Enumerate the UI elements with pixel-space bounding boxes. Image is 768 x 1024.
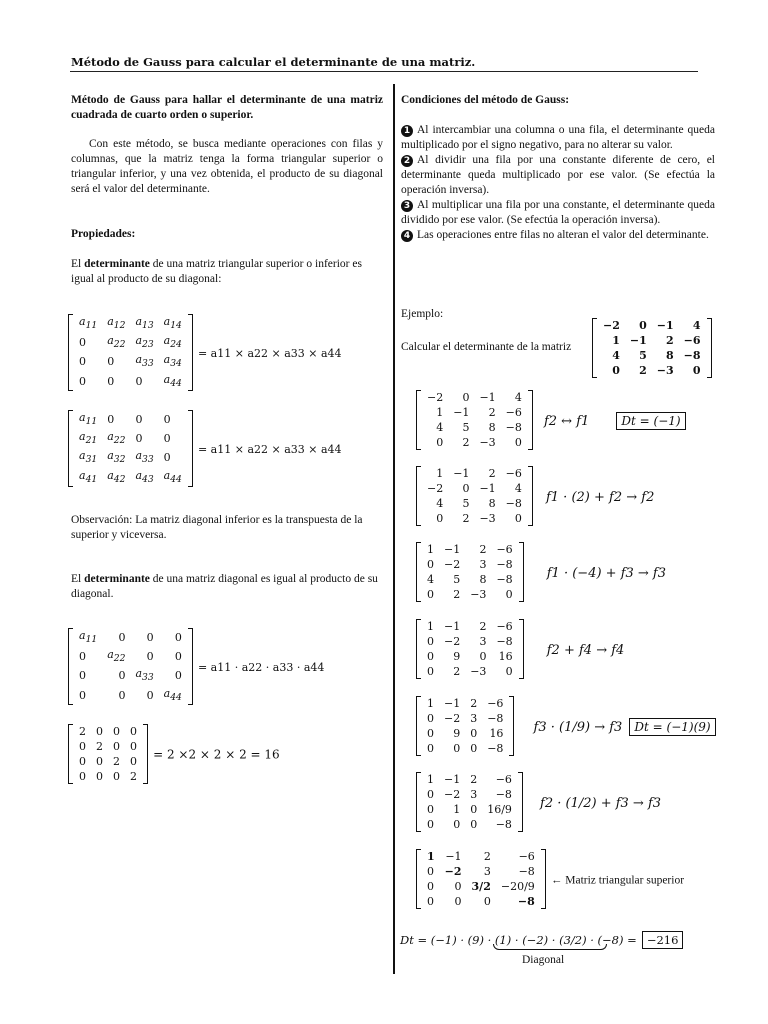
condition-2: 2 Al dividir una fila por una constante diferente de cero, el determinante queda multiplicado por ese valor. (Se efectúa la operación inversa). [401,154,715,196]
p2-post: de una matriz diagonal es igual al producto de su diagonal. [71,573,378,600]
step-2-op: f1 · (2) + f2 → f2 [545,489,655,505]
step-5-matrix: 1 −1 2 −6 0 −2 3 −8 0 9 0 16 0 0 0 −8 [416,696,514,756]
step-4-matrix: 1 −1 2 −6 0 −2 3 −8 0 9 0 16 0 2 −3 0 [416,619,524,679]
p2-pre: El [71,573,85,585]
page-title: Método de Gauss para calcular el determinante de una matriz. [71,55,476,69]
step-5 [416,696,716,756]
diagonal-eq-text: = a11 · a22 · a33 · a44 [197,660,325,674]
step-4 [416,619,624,679]
step-3-matrix: 1 −1 2 −6 0 −2 3 −8 4 5 8 −8 0 2 −3 0 [416,542,524,602]
diagonal-matrix: $a_{11}$ 0 0 0 0 $a_{22}$ 0 0 0 0 $a_{33}$ 0 0 0 0 $a_{44}$ [68,628,193,705]
conditions-list [401,123,715,243]
step-1-matrix: −2 0 −1 4 1 −1 2 −6 4 5 8 −8 0 2 −3 0 [416,390,533,450]
left-heading: Método de Gauss para hallar el determinante de una matriz cuadrada de cuarto orden o superior. [71,94,383,121]
step-2-matrix: 1 −1 2 −6 −2 0 −1 4 4 5 8 −8 0 2 −3 0 [416,466,533,526]
numeric-eq-text: = 2 ×2 × 2 × 2 = 16 [153,747,280,762]
conditions-heading: Condiciones del método de Gauss: [401,94,570,106]
p2-bold: determinante [84,573,150,585]
example-label: Ejemplo: [401,308,444,320]
upper-eq-text: = a11 × a22 × a33 × a44 [197,346,342,360]
number-4-icon: 4 [401,230,413,242]
step-3 [416,542,666,602]
step-4-op: f2 + f4 → f4 [546,642,625,658]
diagonal-brace [493,944,607,950]
numeric-diagonal-matrix: 2 0 0 0 0 2 0 0 0 0 2 0 0 0 0 2 [68,724,148,784]
observation: Observación: La matriz diagonal inferior es la transpuesta de la superior y viceversa. [71,514,363,541]
number-1-icon: 1 [401,125,413,137]
step-7-matrix: 1 −1 2 −6 0 −2 3 −8 0 0 3/2 −20/9 0 0 0 −8 [416,849,546,909]
condition-3: 3 Al multiplicar una fila por una constante, el determinante queda dividido por ese valor. (Se efectúa la operación inversa). [401,199,715,226]
column-divider [393,84,395,974]
upper-triangular-matrix: $a_{11}$ $a_{12}$ $a_{13}$ $a_{14}$ 0 $a_{22}$ $a_{23}$ $a_{24}$ 0 0 $a_{33}$ $a_{34}$ 0 0 0 $a_{44}$ [68,314,193,391]
number-2-icon: 2 [401,155,413,167]
upper-triangular-equation [68,314,342,391]
condition-4: 4 Las operaciones entre filas no alteran el valor del determinante. [401,228,715,243]
condition-1: 1 Al intercambiar una columna o una fila, el determinante queda multiplicado por el signo negativo, para no alterar su valor. [401,124,715,151]
diagonal-equation [68,628,324,705]
step-5-dt: Dt = (−1)(9) [629,718,715,736]
properties-heading: Propiedades: [71,228,136,240]
step-1-op: f2 ↔ f1 [543,413,590,429]
step-7 [416,849,684,909]
step-6-matrix: 1 −1 2 −6 0 −2 3 −8 0 1 0 16/9 0 0 0 −8 [416,772,523,832]
property-1 [71,257,383,287]
numeric-diagonal-equation [68,724,280,784]
step-6 [416,772,661,832]
lower-triangular-matrix: $a_{11}$ 0 0 0 $a_{21}$ $a_{22}$ 0 0 $a_{31}$ $a_{32}$ $a_{33}$ 0 $a_{41}$ $a_{42}$ $a_{43}$ $a_{44}$ [68,410,193,487]
number-3-icon: 3 [401,200,413,212]
intro-paragraph: Con este método, se busca mediante operaciones con filas y columnas, que la matriz tenga la forma triangular superior o triangular inferior, y una vez obtenida, el producto de su diagonal será el valor del determinante. [71,138,383,195]
p1-pre: El [71,258,85,270]
step-1 [416,390,686,450]
final-eq-text: Dt = (−1) · (9) · (1) · (−2) · (3/2) · (−8) = [400,933,637,947]
example-matrix: −2 0 −1 4 1 −1 2 −6 4 5 8 −8 0 2 −3 0 [592,318,712,378]
step-5-op: f3 · (1/9) → f3 [533,719,623,735]
title-divider [70,71,698,72]
final-result: −216 [642,931,684,949]
property-2 [71,572,389,602]
lower-triangular-equation [68,410,342,487]
step-1-dt: Dt = (−1) [616,412,685,430]
step-3-op: f1 · (−4) + f3 → f3 [546,565,667,581]
step-6-op: f2 · (1/2) + f3 → f3 [540,795,662,811]
lower-eq-text: = a11 × a22 × a33 × a44 [197,442,342,456]
p1-bold: determinante [84,258,150,270]
p1-post: de una matriz triangular superior o inferior es igual al producto de su diagonal: [71,258,362,285]
step-7-label: ← Matriz triangular superior [550,874,685,887]
step-2 [416,466,654,526]
brace-label: Diagonal [522,954,565,966]
example-text: Calcular el determinante de la matriz [401,341,572,353]
